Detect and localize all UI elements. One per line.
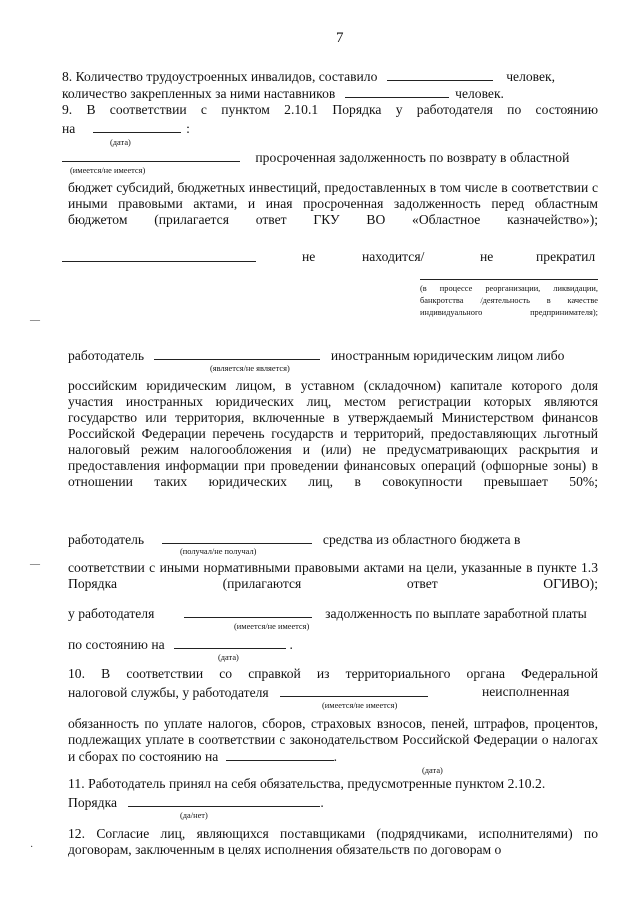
p10-line2 xyxy=(68,684,428,701)
p9-debt-text: просроченная задолженность по возврату в областной xyxy=(255,150,570,165)
p11-field[interactable] xyxy=(128,794,320,807)
p9-line1: 9. В соответствии с пунктом 2.10.1 Порядка у работодателя по состоянию xyxy=(62,102,598,117)
p9-line2 xyxy=(62,120,190,137)
p9-located-word: находится/ xyxy=(362,249,425,264)
p9-reorg-field[interactable] xyxy=(420,267,598,280)
p10-date-field[interactable] xyxy=(226,748,334,761)
wage-end: задолженность по выплате заработной платы xyxy=(325,606,587,621)
p9-stopped-word: прекратил xyxy=(536,249,596,264)
p10-body xyxy=(68,716,598,765)
p10-line1: 10. В соответствии со справкой из территориального органа Федеральной xyxy=(68,666,598,681)
wage-date-line xyxy=(68,636,293,653)
funds-body: соответствии с иными нормативными правовыми актами на цели, указанные в пункте 1.3 Порядка (прилагаются ответ ОГИВО); xyxy=(68,560,598,591)
p9-date-hint: (дата) xyxy=(110,138,131,147)
wage-date-start: по состоянию на xyxy=(68,637,165,652)
p10-field[interactable] xyxy=(280,684,428,697)
p9-has-hint: (имеется/не имеется) xyxy=(70,166,146,175)
p9-located-line xyxy=(62,249,256,266)
wage-field[interactable] xyxy=(184,605,312,618)
funds-start: работодатель xyxy=(68,532,145,547)
p9-reorg-hint: (в процессе реорганизации, ликвидации, банкротства /деятельность в качестве индивидуального предпринимателя); xyxy=(420,284,598,317)
p9-colon: : xyxy=(186,121,190,136)
wage-date-field[interactable] xyxy=(174,636,286,649)
margin-dash-2: — xyxy=(30,559,40,570)
margin-mark-3: · xyxy=(30,842,34,853)
p9-debt-body: бюджет субсидий, бюджетных инвестиций, предоставленных в том числе в соответствии с иными правовыми актами, и иная просроченная задолженность перед областным бюджетом (прилагается ответ ГКУ ВО «Областное казначейство»); xyxy=(68,180,598,227)
p8-line2 xyxy=(62,85,504,102)
p8-line2-text: количество закрепленных за ними наставников xyxy=(62,86,336,101)
funds-field[interactable] xyxy=(162,531,312,544)
funds-line xyxy=(68,531,520,548)
foreign-end: иностранным юридическим лицом либо xyxy=(330,348,565,363)
p11-line1: 11. Работодатель принял на себя обязательства, предусмотренные пунктом 2.10.2. xyxy=(68,776,546,791)
p8-line2-end: человек. xyxy=(455,86,504,101)
p10-body-end: . xyxy=(333,749,338,764)
p9-not-word: не xyxy=(302,249,316,264)
p11-line2 xyxy=(68,794,324,811)
wage-hint: (имеется/не имеется) xyxy=(234,622,310,631)
wage-line xyxy=(68,605,587,622)
p9-reorg-blank xyxy=(420,267,598,284)
p9-date-field[interactable] xyxy=(93,120,181,133)
page-number: 7 xyxy=(336,30,344,46)
p12-text: 12. Согласие лиц, являющихся поставщиками (подрядчиками, исполнителями) по договорам, заключенным в целях исполнения обязательств по договорам о xyxy=(68,826,598,857)
foreign-body: российским юридическим лицом, в уставном (складочном) капитале которого доля участия иностранных юридических лиц, местом регистрации которых являются государство или территория, включенные в утверждаемый Министерством финансов Российской Федерации перечень государств и территорий, предоставляющих льготный налоговый режим налогообложения и (или) не предусматривающих раскрытия и предоставления информации при проведении финансовых операций (офшорные зоны) в отношении таких юридических лиц, в совокупности превышает 50%; xyxy=(68,378,598,489)
foreign-hint: (является/не является) xyxy=(210,364,290,373)
p9-not-word2: не xyxy=(480,249,494,264)
p8-line1 xyxy=(62,68,555,85)
p9-on-text: на xyxy=(62,121,76,136)
p9-debt-line xyxy=(62,149,569,166)
wage-start: у работодателя xyxy=(68,606,155,621)
p10-body-text: обязанность по уплате налогов, сборов, страховых взносов, пеней, штрафов, процентов, подлежащих уплате в соответствии с законодательством Российской Федерации о налогах и сборах по состоянию на xyxy=(68,716,598,764)
mentors-count-field[interactable] xyxy=(345,85,449,98)
disabled-count-field[interactable] xyxy=(387,68,493,81)
p10-hint: (имеется/не имеется) xyxy=(322,701,398,710)
p10-line2-start: налоговой службы, у работодателя xyxy=(68,685,269,700)
funds-hint: (получал/не получал) xyxy=(180,547,257,556)
foreign-field[interactable] xyxy=(154,347,320,360)
wage-date-hint: (дата) xyxy=(218,653,239,662)
funds-end: средства из областного бюджета в xyxy=(322,532,521,547)
p11-line2-start: Порядка xyxy=(68,795,118,810)
p10-date-hint: (дата) xyxy=(422,766,443,775)
p11-hint: (да/нет) xyxy=(180,811,208,820)
p8-line1-text: 8. Количество трудоустроенных инвалидов, составило xyxy=(62,69,378,84)
wage-date-end: . xyxy=(289,637,293,652)
foreign-start: работодатель xyxy=(68,348,145,363)
foreign-line xyxy=(68,347,564,364)
p8-line1-end: человек, xyxy=(506,69,556,84)
p10-line2-end: неисполненная xyxy=(482,684,570,699)
margin-dash-1: — xyxy=(30,315,40,326)
p9-located-field[interactable] xyxy=(62,249,256,262)
p9-debt-field[interactable] xyxy=(62,149,240,162)
p11-line2-end: . xyxy=(320,795,324,810)
